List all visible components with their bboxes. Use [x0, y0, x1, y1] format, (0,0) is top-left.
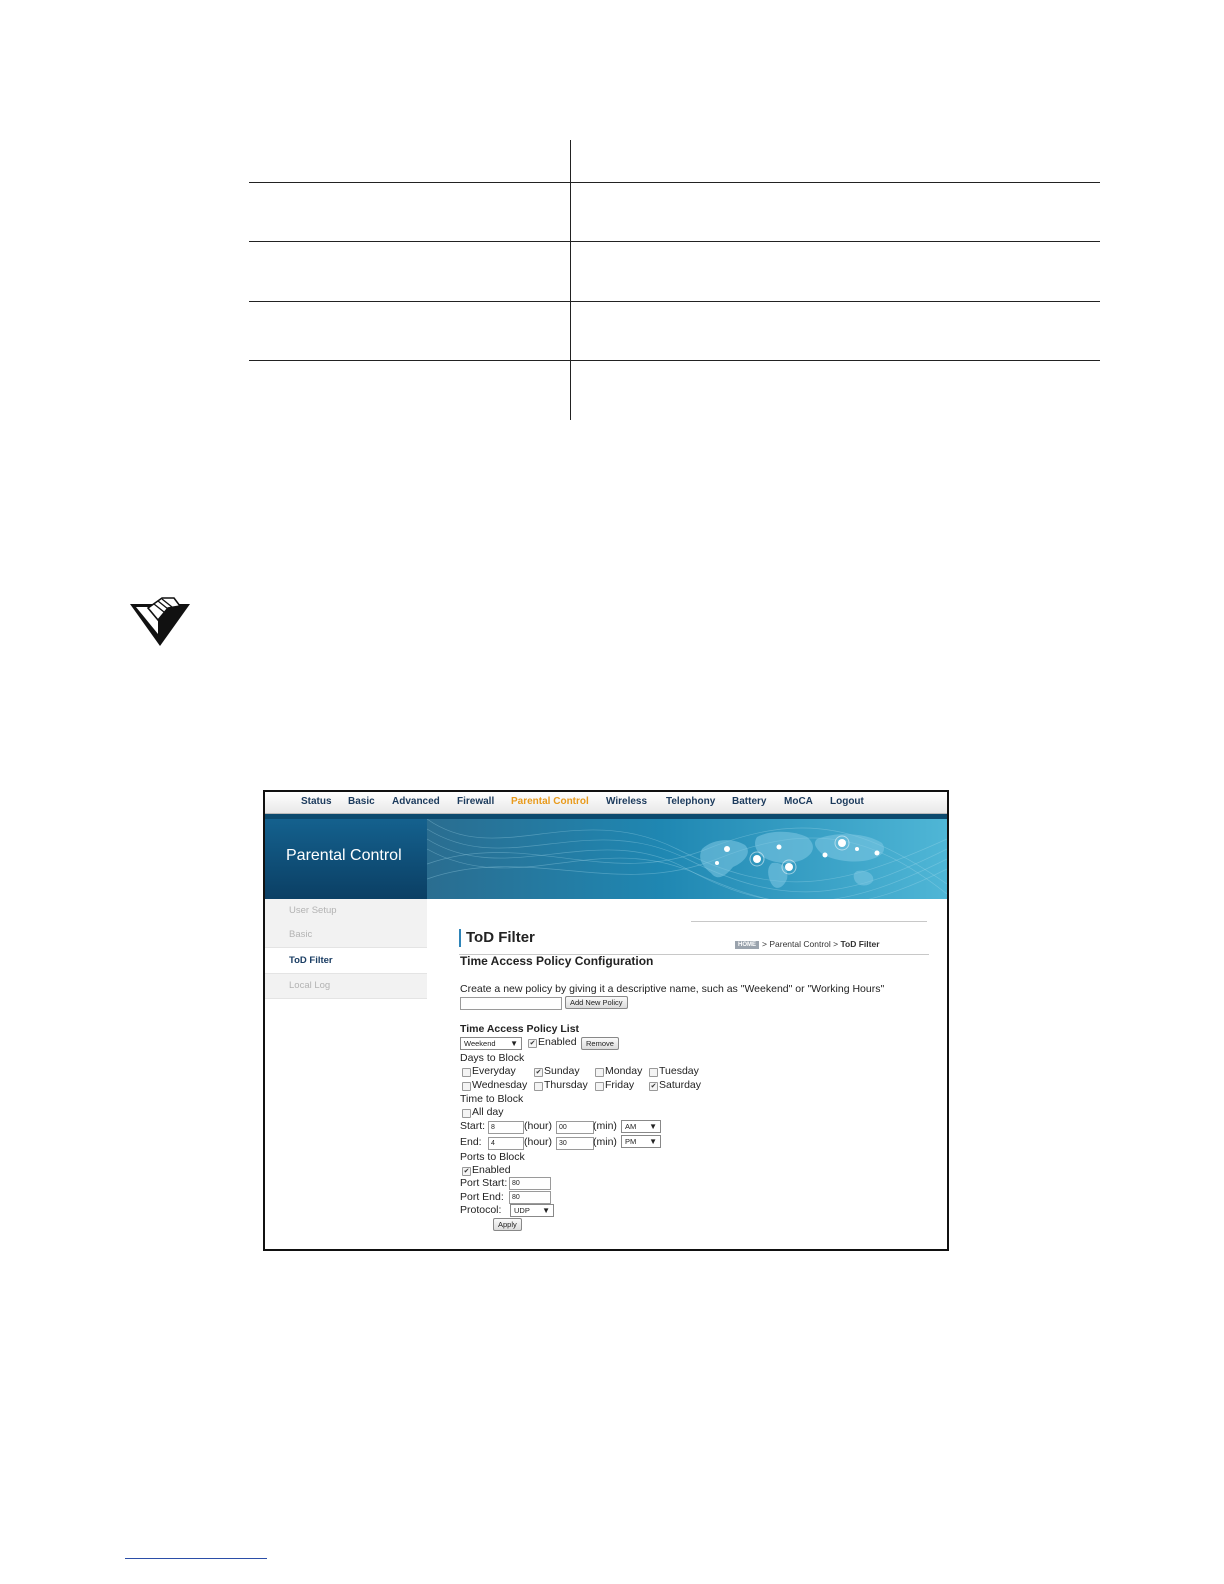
monday-checkbox[interactable]: [595, 1068, 604, 1077]
sidebar: [265, 899, 427, 1249]
sidebar-item-label: ToD Filter: [289, 955, 333, 966]
sidebar-item-label: Local Log: [289, 980, 331, 991]
start-min-unit: (min): [593, 1120, 617, 1132]
friday-checkbox[interactable]: [595, 1082, 604, 1091]
nav-basic[interactable]: Basic: [348, 796, 375, 807]
ports-enabled-label: Enabled: [472, 1164, 511, 1176]
page-title: ToD Filter: [466, 929, 535, 946]
saturday-checkbox[interactable]: ✔: [650, 1083, 657, 1090]
monday-label: Monday: [605, 1065, 643, 1077]
breadcrumb-current: ToD Filter: [840, 939, 880, 949]
start-min-input[interactable]: 00: [556, 1121, 594, 1134]
protocol-label: Protocol:: [460, 1204, 502, 1216]
sunday-label: Sunday: [544, 1065, 580, 1077]
breadcrumb: [735, 939, 880, 949]
policy-list-heading: Time Access Policy List: [460, 1023, 580, 1035]
all-day-checkbox[interactable]: [462, 1109, 471, 1118]
sidebar-item-tod-filter[interactable]: [265, 949, 427, 974]
banner-title: Parental Control: [286, 847, 402, 864]
end-label: End:: [460, 1136, 482, 1148]
wednesday-checkbox[interactable]: [462, 1082, 471, 1091]
thursday-label: Thursday: [544, 1079, 588, 1091]
end-min-input[interactable]: 30: [556, 1137, 594, 1150]
footer-link-underline: [125, 1558, 267, 1559]
sidebar-item-user-setup[interactable]: [265, 899, 427, 924]
start-label: Start:: [460, 1120, 486, 1132]
breadcrumb-section[interactable]: Parental Control: [769, 939, 831, 949]
table-row-divider: [249, 182, 1100, 183]
end-hour-input[interactable]: 4: [488, 1137, 524, 1150]
nav-status[interactable]: Status: [301, 796, 332, 807]
add-new-policy-button[interactable]: Add New Policy: [565, 996, 628, 1009]
breadcrumb-separator: >: [762, 939, 767, 949]
everyday-label: Everyday: [472, 1065, 516, 1077]
policy-select[interactable]: [460, 1037, 522, 1050]
sidebar-item-local-log[interactable]: [265, 974, 427, 999]
top-navigation: [265, 792, 947, 814]
nav-battery[interactable]: Battery: [732, 796, 767, 807]
table-row-divider: [249, 360, 1100, 361]
title-accent-bar: [459, 929, 461, 947]
apply-button[interactable]: Apply: [493, 1218, 522, 1231]
all-day-label: All day: [472, 1106, 504, 1118]
port-end-label: Port End:: [460, 1191, 504, 1203]
breadcrumb-separator: >: [833, 939, 839, 949]
new-policy-input[interactable]: [460, 997, 562, 1010]
tuesday-checkbox[interactable]: [649, 1068, 658, 1077]
end-hour-unit: (hour): [524, 1136, 553, 1148]
thursday-checkbox[interactable]: [534, 1082, 543, 1091]
nav-parental-control[interactable]: Parental Control: [511, 796, 589, 807]
table-row-divider: [249, 301, 1100, 302]
end-min-unit: (min): [593, 1136, 617, 1148]
breadcrumb-home[interactable]: HOME: [735, 941, 759, 949]
chevron-down-icon: ▼: [510, 1039, 518, 1048]
tuesday-label: Tuesday: [659, 1065, 699, 1077]
chevron-down-icon: ▼: [649, 1122, 657, 1131]
sidebar-item-label: Basic: [289, 929, 313, 940]
ports-heading: Ports to Block: [460, 1151, 525, 1163]
saturday-label: Saturday: [659, 1079, 702, 1091]
config-description: Create a new policy by giving it a descriptive name, such as "Weekend" or "Working Hours": [460, 983, 885, 995]
policy-select-value: Weekend: [464, 1039, 496, 1048]
policy-enabled-label: Enabled: [538, 1036, 577, 1048]
policy-enabled-checkbox[interactable]: ✔: [529, 1040, 536, 1047]
nav-firewall[interactable]: Firewall: [457, 796, 495, 807]
ports-enabled-checkbox[interactable]: ✔: [463, 1168, 470, 1175]
port-start-input[interactable]: 80: [509, 1177, 551, 1190]
document-table: [249, 140, 1100, 420]
friday-label: Friday: [605, 1079, 635, 1091]
table-row-divider: [249, 241, 1100, 242]
wednesday-label: Wednesday: [472, 1079, 528, 1091]
chevron-down-icon: ▼: [542, 1206, 550, 1215]
everyday-checkbox[interactable]: [462, 1068, 471, 1077]
router-ui-screenshot: [263, 790, 949, 1251]
nav-logout[interactable]: Logout: [830, 796, 864, 807]
nav-telephony[interactable]: Telephony: [666, 796, 716, 807]
nav-wireless[interactable]: Wireless: [606, 796, 648, 807]
protocol-value: UDP: [514, 1206, 530, 1215]
end-ampm-select[interactable]: [621, 1135, 661, 1148]
remove-policy-button[interactable]: Remove: [581, 1037, 619, 1050]
start-ampm-value: AM: [625, 1122, 637, 1131]
nav-advanced[interactable]: Advanced: [392, 796, 440, 807]
port-start-label: Port Start:: [460, 1177, 508, 1189]
port-end-input[interactable]: 80: [509, 1191, 551, 1204]
start-hour-unit: (hour): [524, 1120, 553, 1132]
start-ampm-select[interactable]: [621, 1120, 661, 1133]
end-ampm-value: PM: [625, 1137, 637, 1146]
sidebar-item-label: User Setup: [289, 905, 337, 916]
sidebar-item-basic[interactable]: [265, 923, 427, 948]
time-heading: Time to Block: [460, 1093, 524, 1105]
main-content: [427, 899, 947, 1249]
note-hand-icon: [128, 596, 192, 648]
protocol-select[interactable]: [510, 1204, 554, 1217]
sunday-checkbox[interactable]: ✔: [535, 1069, 542, 1076]
header-divider: [691, 921, 927, 922]
start-hour-input[interactable]: 8: [488, 1121, 524, 1134]
config-heading: Time Access Policy Configuration: [460, 954, 654, 968]
days-heading: Days to Block: [460, 1052, 525, 1064]
chevron-down-icon: ▼: [649, 1137, 657, 1146]
banner-world-map-image: [427, 819, 947, 899]
nav-moca[interactable]: MoCA: [784, 796, 813, 807]
